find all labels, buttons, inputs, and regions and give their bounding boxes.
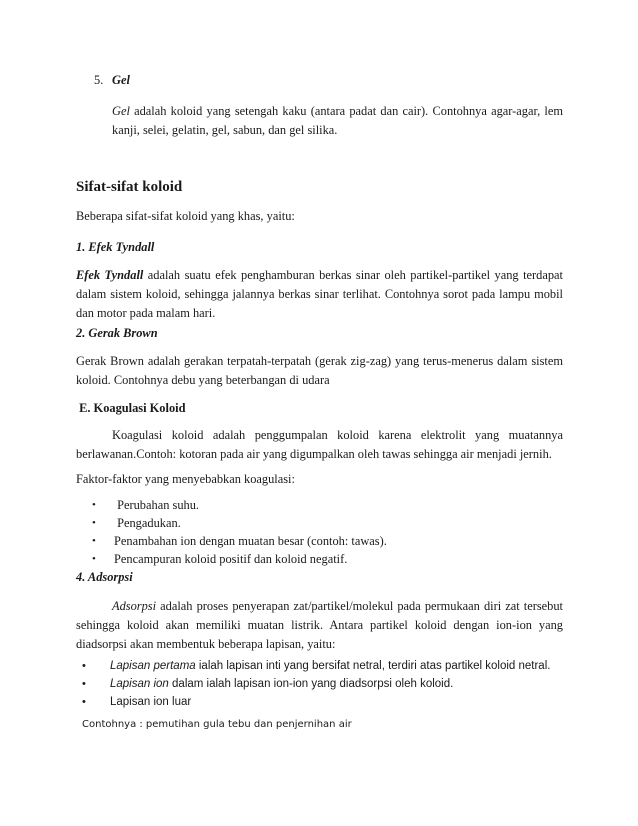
list-item: • Lapisan pertama ialah lapisan inti yang bersifat netral, terdiri atas partikel koloid netral.: [74, 657, 574, 675]
list-item: • Pencampuran koloid positif dan koloid negatif.: [92, 552, 348, 566]
bullet-icon: •: [92, 499, 96, 511]
list-item: • Perubahan suhu.: [92, 498, 199, 512]
gel-term: Gel: [112, 104, 130, 118]
tyndall-text: adalah suatu efek penghamburan berkas sinar oleh partikel-partikel yang terdapat dalam sistem koloid, sehingga jalannya berkas sinar terlihat. Contohnya sorot pada lampu mobil dan motor pada malam hari.: [76, 268, 563, 320]
brown-paragraph: Gerak Brown adalah gerakan terpatah-terpatah (gerak zig-zag) yang terus-menerus dalam sistem koloid. Contohnya debu yang beterbangan di udara: [76, 354, 563, 387]
koagulasi-heading: E. Koagulasi Koloid: [76, 401, 186, 415]
adsorpsi-term: Adsorpsi: [112, 599, 157, 613]
bullet-icon: •: [82, 678, 86, 690]
adsorpsi-heading: 4. Adsorpsi: [76, 570, 133, 584]
adsorpsi-text: adalah proses penyerapan zat/partikel/molekul pada permukaan diri zat tersebut sehingga koloid akan memiliki muatan listrik. Antara partikel koloid dengan ion-ion yang diadsorpsi akan membentuk beberapa lapisan, yaitu:: [76, 599, 563, 651]
gel-title: Gel: [112, 73, 130, 87]
bullet-icon: •: [92, 553, 96, 565]
list-item: • Lapisan ion luar: [74, 693, 574, 711]
gel-number: 5.: [94, 73, 104, 87]
adsorpsi-paragraph: [76, 597, 563, 654]
tyndall-paragraph: [76, 266, 563, 323]
bullet-icon: •: [82, 660, 86, 672]
koagulasi-factors-list: [76, 496, 563, 568]
bullet-icon: •: [92, 535, 96, 547]
koagulasi-paragraph: Koagulasi koloid adalah penggumpalan koloid karena elektrolit yang muatannya berlawanan.Contoh: kotoran pada air yang digumpalkan oleh tawas sehingga air menjadi jernih.: [76, 428, 563, 461]
tyndall-term: Efek Tyndall: [76, 268, 144, 282]
list-item: • Penambahan ion dengan muatan besar (contoh: tawas).: [92, 534, 387, 548]
tyndall-heading: 1. Efek Tyndall: [76, 240, 155, 254]
section-heading-sifat: Sifat-sifat koloid: [76, 179, 183, 195]
list-item: • Pengadukan.: [92, 516, 181, 530]
brown-heading: 2. Gerak Brown: [76, 326, 158, 340]
gel-paragraph: [112, 102, 563, 140]
list-item: • Lapisan ion dalam ialah lapisan ion-ion yang diadsorpsi oleh koloid.: [74, 675, 574, 693]
adsorpsi-layers-list: [74, 657, 574, 711]
sifat-intro: Beberapa sifat-sifat koloid yang khas, yaitu:: [76, 209, 295, 223]
adsorpsi-example: Contohnya : pemutihan gula tebu dan penjernihan air: [82, 719, 352, 730]
bullet-icon: •: [82, 696, 86, 708]
koagulasi-factors-intro: Faktor-faktor yang menyebabkan koagulasi:: [76, 472, 295, 486]
bullet-icon: •: [92, 517, 96, 529]
gel-text: adalah koloid yang setengah kaku (antara padat dan cair). Contohnya agar-agar, lem kanji, selei, gelatin, gel, sabun, dan gel silika.: [112, 104, 563, 137]
